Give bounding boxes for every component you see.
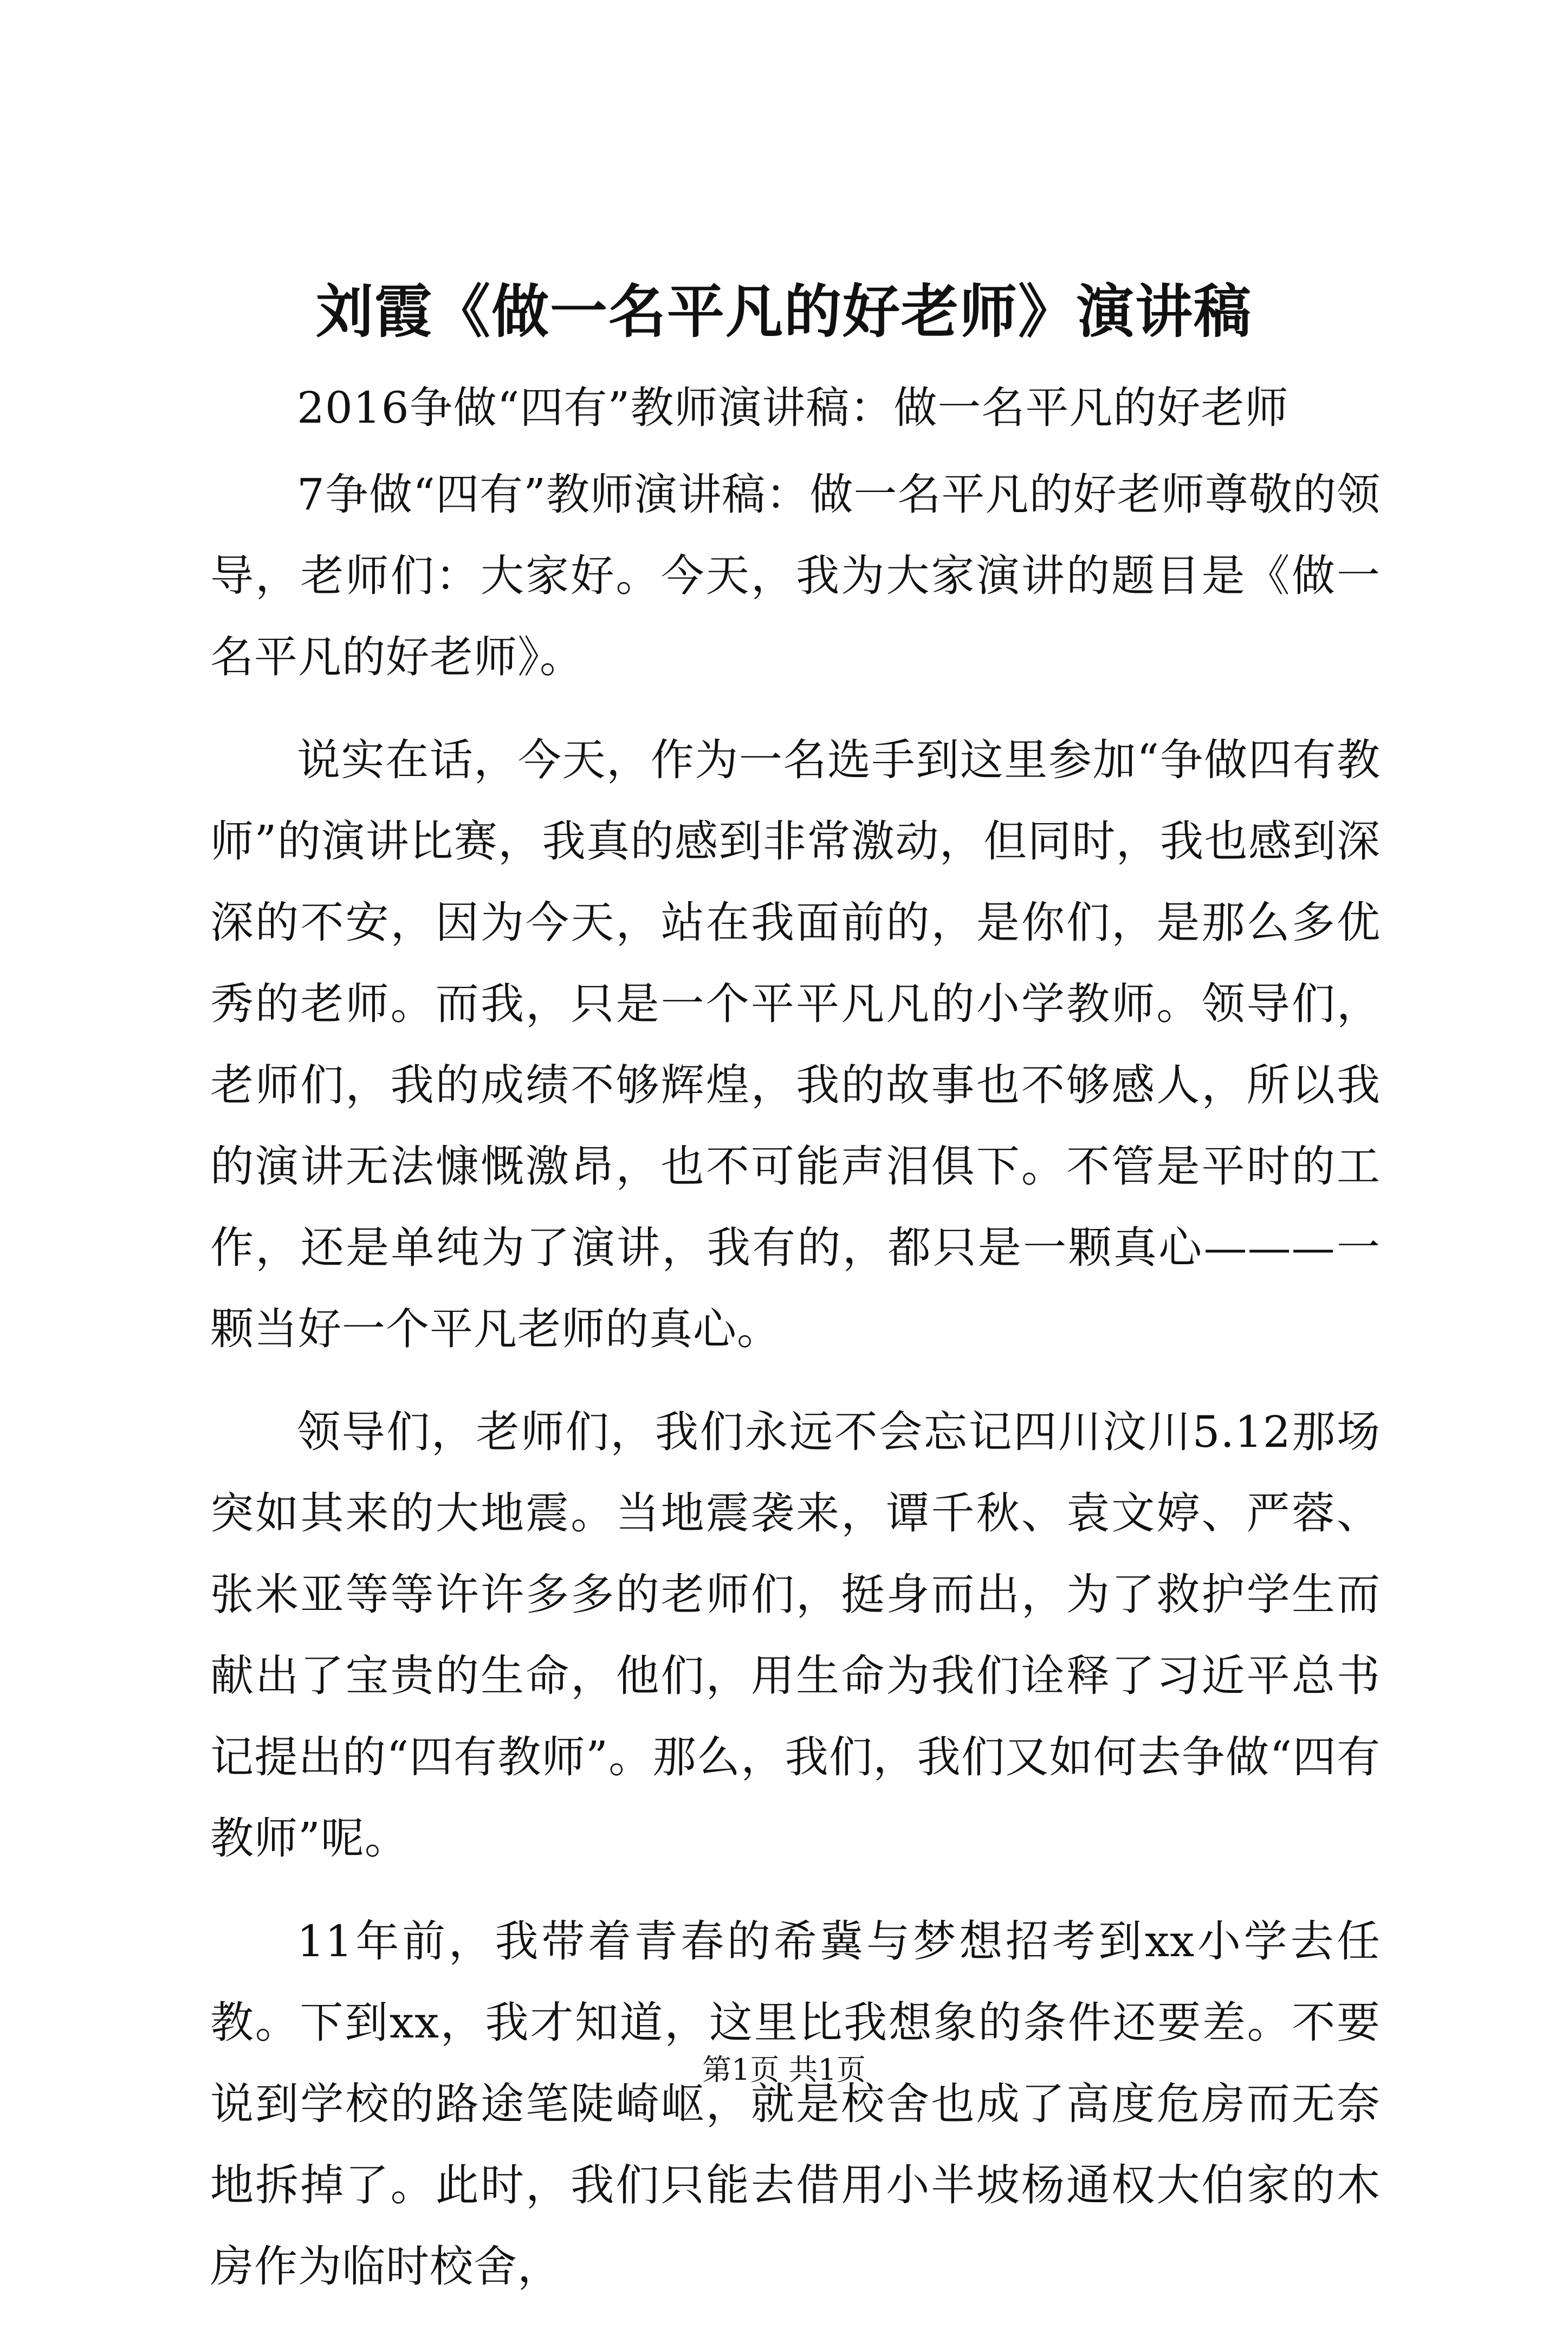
paragraph-3: 说实在话，今天，作为一名选手到这里参加“争做四有教师”的演讲比赛，我真的感到非常激动，但同时，我也感到深深的不安，因为今天，站在我面前的，是你们，是那么多优秀的老师。而我，只是一个平平凡凡的小学教师。领导们，老师们，我的成绩不够辉煌，我的故事也不够感人，所以我的演讲无法慷慨激昂，也不可能声泪俱下。不管是平时的工作，还是单纯为了演讲，我有的，都只是一颗真心———一颗当好一个平凡老师的真心。	[210, 735, 1381, 1354]
page-footer: 第1页 共1页	[702, 2053, 866, 2087]
paragraph-2: 7争做“四有”教师演讲稿：做一名平凡的好老师尊敬的领导，老师们：大家好。今天，我为大家演讲的题目是《做一名平凡的好老师》。	[210, 469, 1381, 682]
paragraph-5: 11年前，我带着青春的希冀与梦想招考到xx小学去任教。下到xx，我才知道，这里比我想象的条件还要差。不要说到学校的路途笔陡崎岖，就是校舍也成了高度危房而无奈地拆掉了。此时，我们只能去借用小半坡杨通权大伯家的木房作为临时校舍，	[210, 1916, 1381, 2292]
document-body	[210, 367, 1381, 2329]
document-title: 刘霞《做一名平凡的好老师》演讲稿	[316, 277, 1252, 345]
paragraph-4: 领导们，老师们，我们永远不会忘记四川汶川5.12那场突如其来的大地震。当地震袭来，谭千秋、袁文婷、严蓉、张米亚等等许许多多的老师们，挺身而出，为了救护学生而献出了宝贵的生命，他们，用生命为我们诠释了习近平总书记提出的“四有教师”。那么，我们，我们又如何去争做“四有教师”呢。	[210, 1407, 1381, 1864]
paragraph-1: 2016争做“四有”教师演讲稿：做一名平凡的好老师	[297, 383, 1289, 433]
